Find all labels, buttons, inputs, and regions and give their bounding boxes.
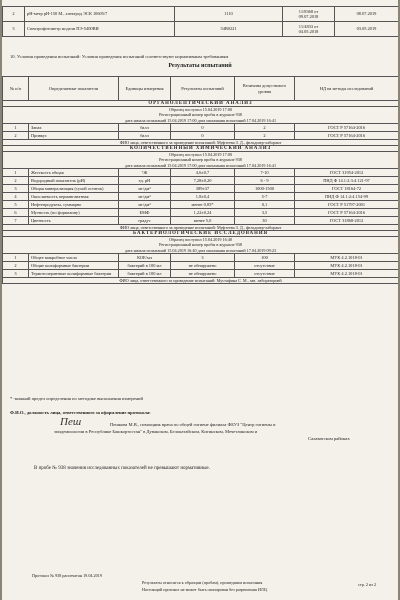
row-num: 2	[3, 176, 29, 184]
col-num: № п/п	[3, 77, 29, 101]
equipment-certificate: 11/8368 от 09.07.2018	[283, 7, 335, 22]
bacteriological-title: БАКТЕРИОЛОГИЧЕСКИЕ ИССЛЕДОВАНИЯ	[3, 231, 399, 237]
row-limit: 2	[235, 123, 295, 131]
footer-line-1: Результаты относятся к образцам (пробам), прошедшим испытания	[142, 580, 263, 585]
row-unit: КОЕ/мл	[119, 253, 171, 261]
row-indicator: Привкус	[29, 131, 119, 139]
row-indicator: Запах	[29, 123, 119, 131]
chemical-row	[3, 200, 399, 208]
responsible-line-2: эпидемиологии в Республике Башкортостан" в Дуванском, Белокатайском, Кигинском, Мечетлинском и	[54, 429, 258, 434]
row-method: ГОСТ Р 57164-2016	[295, 208, 399, 216]
row-method: ГОСТ 18164-72	[295, 184, 399, 192]
row-method: ПНД Ф 14.1:2:3:4.121-97	[295, 176, 399, 184]
row-limit: 7-10	[235, 168, 295, 176]
row-num: 7	[3, 216, 29, 224]
row-unit: градус	[119, 216, 171, 224]
equipment-num: 3	[3, 22, 25, 37]
row-limit: 1000-1500	[235, 184, 295, 192]
bacteriological-info: Образец поступил 15.04.2019 16:40	[3, 237, 399, 243]
footer-line-2: Настоящий протокол не может быть скопирован без разрешения ИЛЦ.	[142, 587, 268, 592]
signature: Пеш	[60, 416, 82, 428]
footnote: * -нижний предел определения по методике выполнения измерений	[10, 396, 143, 401]
row-result: не обнаружено	[171, 269, 235, 277]
row-num: 1	[3, 253, 29, 261]
row-num: 2	[3, 131, 29, 139]
row-method: ПНД Ф 14.1:2:4.154-99	[295, 192, 399, 200]
row-method: МУК 4.2.1018-01	[295, 261, 399, 269]
organoleptic-row	[3, 123, 399, 131]
row-limit: 30	[235, 216, 295, 224]
row-indicator: Жесткость общая	[29, 168, 119, 176]
chemical-row	[3, 176, 399, 184]
results-table-block	[2, 76, 398, 284]
row-limit: отсутствие	[235, 261, 295, 269]
row-limit: отсутствие	[235, 269, 295, 277]
equipment-table-block	[2, 6, 398, 37]
row-method: ГОСТ Р 51797-2001	[295, 200, 399, 208]
results-table	[2, 76, 398, 284]
row-num: 5	[3, 200, 29, 208]
equipment-valid-until: 08.07.2019	[335, 7, 399, 22]
conditions-line: 10. Условия проведения испытаний: Условия проведения испытаний соответствуют нормативным требованиям	[10, 54, 229, 59]
row-indicator: Термотолерантные колиформные бактерии	[29, 269, 119, 277]
row-method: ГОСТ 31868-2012	[295, 216, 399, 224]
equipment-serial: 54В0221	[175, 22, 283, 37]
row-limit: 5-7	[235, 192, 295, 200]
organoleptic-row	[3, 131, 399, 139]
row-result: 389±37	[171, 184, 235, 192]
row-result: не обнаружено	[171, 261, 235, 269]
bacteriological-responsible: ФИО лица, ответственного за проведение испытаний: Мустафина С. М., зав. лабораторией	[3, 277, 399, 283]
row-indicator: Общее микробное число	[29, 253, 119, 261]
chemical-info: Регистрационный номер пробы в журнале 938	[3, 157, 399, 162]
organoleptic-info: Регистрационный номер пробы в журнале 938	[3, 112, 399, 117]
equipment-name: Спектрофотометр модели ПЭ-5400ВИ	[25, 22, 175, 37]
page-mark: стр. 2 из 2	[358, 582, 377, 587]
row-limit: 6 - 9	[235, 176, 295, 184]
row-limit: 3,5	[235, 208, 295, 216]
row-num: 3	[3, 269, 29, 277]
col-unit: Единицы измерения	[119, 77, 171, 101]
chemical-title: КОЛИЧЕСТВЕННЫЙ ХИМИЧЕСКИЙ АНАЛИЗ	[3, 146, 399, 152]
row-limit: 0,1	[235, 200, 295, 208]
row-result: 1,8±0,4	[171, 192, 235, 200]
row-unit: балл	[119, 131, 171, 139]
bacteriological-info: Регистрационный номер пробы в журнале 938	[3, 242, 399, 247]
bacteriological-row	[3, 253, 399, 261]
equipment-table	[2, 6, 398, 37]
organoleptic-responsible: ФИО лица, ответственного за проведение испытаний: Муфтеева З. Д., фельдшер-лаборант	[3, 139, 399, 145]
row-indicator: Общая минерализация (сухой остаток)	[29, 184, 119, 192]
row-unit: балл	[119, 123, 171, 131]
row-method: МУК 4.2.1018-01	[295, 253, 399, 261]
col-limit: Величина допустимого уровня	[235, 77, 295, 101]
row-indicator: Общие колиформные бактерии	[29, 261, 119, 269]
row-indicator: Мутность (по формазину)	[29, 208, 119, 216]
bacteriological-row	[3, 261, 399, 269]
results-title: Результаты испытаний	[168, 63, 232, 69]
row-unit: ед. рН	[119, 176, 171, 184]
footer-left: Протокол № 938 распечатан 19.04.2019	[32, 573, 102, 578]
row-method: МУК 4.2.1018-01	[295, 269, 399, 277]
row-result: 3	[171, 253, 235, 261]
row-limit: 100	[235, 253, 295, 261]
row-unit: °Ж	[119, 168, 171, 176]
col-indicator: Определяемые показатели	[29, 77, 119, 101]
equipment-row	[3, 7, 399, 22]
chemical-row	[3, 192, 399, 200]
chemical-row	[3, 216, 399, 224]
row-num: 2	[3, 261, 29, 269]
bacteriological-row	[3, 269, 399, 277]
row-unit: бактерий в 100 мл	[119, 269, 171, 277]
row-num: 1	[3, 168, 29, 176]
organoleptic-info: дата начала испытаний 15.04.2019 17:00 дата окончания испытаний 17.04.2019 16:41	[3, 118, 399, 124]
equipment-row	[3, 22, 399, 37]
protocol-page	[2, 0, 398, 600]
row-result: 0	[171, 131, 235, 139]
row-result: 4,6±0,7	[171, 168, 235, 176]
row-indicator: Цветность	[29, 216, 119, 224]
bacteriological-info: дата начала испытаний 15.04.2019 16:40 дата окончания испытаний 17.04.2019 09:23	[3, 248, 399, 254]
equipment-name: рН-метр рН-150 М., электрод ЭСК 10605/7	[25, 7, 175, 22]
row-indicator: Водородный показатель (рН)	[29, 176, 119, 184]
row-method: ГОСТ Р 57164-2016	[295, 131, 399, 139]
chemical-info: Образец поступил 15.04.2019 17:00	[3, 152, 399, 158]
row-method: ГОСТ Р 57164-2016	[295, 123, 399, 131]
row-limit: 2	[235, 131, 295, 139]
results-header-row	[3, 77, 399, 101]
organoleptic-title: ОРГАНОЛЕПТИЧЕСКИЙ АНАЛИЗ	[3, 101, 399, 107]
row-method: ГОСТ 31954-2012	[295, 168, 399, 176]
conclusion: В пробе № 938 значения исследованных показателей не превышают нормативные.	[34, 466, 210, 471]
row-unit: мг/дм³	[119, 192, 171, 200]
equipment-num: 2	[3, 7, 25, 22]
row-unit: бактерий в 100 мл	[119, 261, 171, 269]
row-indicator: Окисляемость перманганатная	[29, 192, 119, 200]
organoleptic-info: Образец поступил 15.04.2019 17:00	[3, 107, 399, 113]
equipment-serial: 1110	[175, 7, 283, 22]
row-result: 7,28±0,20	[171, 176, 235, 184]
row-result: менее 5,0	[171, 216, 235, 224]
row-unit: мг/дм³	[119, 184, 171, 192]
row-num: 3	[3, 184, 29, 192]
row-num: 4	[3, 192, 29, 200]
chemical-row	[3, 208, 399, 216]
row-result: менее 0,05*	[171, 200, 235, 208]
responsible-line-3: Салаватском районах	[308, 436, 350, 441]
responsible-label: Ф.И.О., должность лица, ответственного за оформление протокола:	[10, 410, 151, 415]
bacteriological-responsible-row	[3, 277, 399, 283]
chemical-responsible: ФИО лица, ответственного за проведение испытаний: Муфтеева З. Д., фельдшер-лаборант	[3, 224, 399, 230]
col-result: Результаты испытаний	[171, 77, 235, 101]
col-method: НД на методы исследований	[295, 77, 399, 101]
chemical-row	[3, 184, 399, 192]
equipment-valid-until: 03.05.2019	[335, 22, 399, 37]
row-indicator: Нефтепродукты, суммарно	[29, 200, 119, 208]
row-num: 1	[3, 123, 29, 131]
chemical-info: дата начала испытаний 15.04.2019 17:00 дата окончания испытаний 17.04.2019 16:41	[3, 163, 399, 169]
row-result: 1,22±0,24	[171, 208, 235, 216]
row-unit: мг/дм³	[119, 200, 171, 208]
chemical-row	[3, 168, 399, 176]
responsible-line-1: Пешкова М.В., помощник врача по общей гигиене филиала ФБУЗ "Центр гигиены и	[110, 422, 276, 427]
row-unit: ЕМФ	[119, 208, 171, 216]
row-num: 6	[3, 208, 29, 216]
row-result: 0	[171, 123, 235, 131]
equipment-certificate: 11/4833 от 04.05.2018	[283, 22, 335, 37]
